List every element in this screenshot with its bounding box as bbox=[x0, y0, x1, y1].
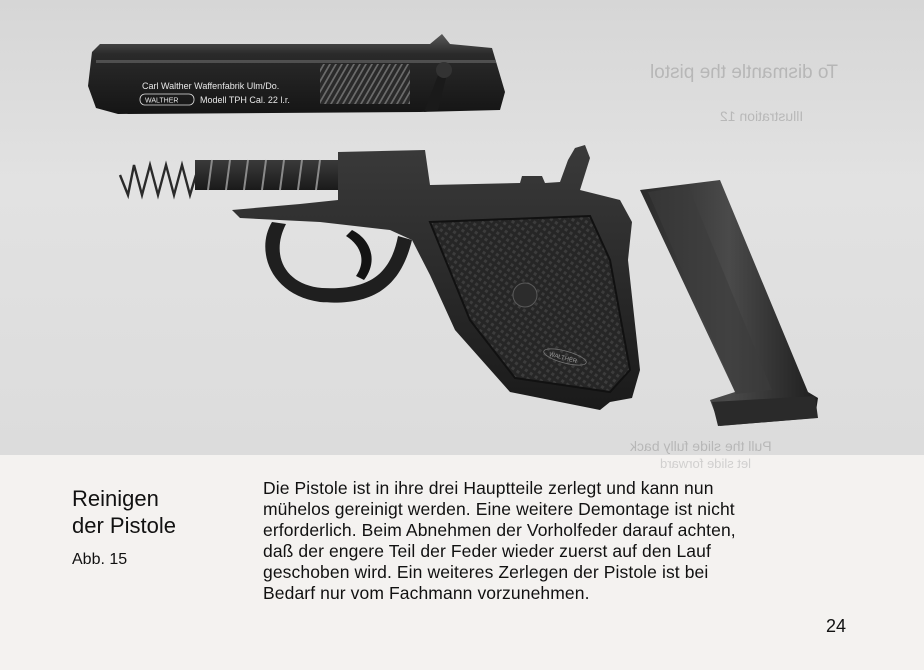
section-title-line1: Reinigen bbox=[72, 486, 159, 511]
grip-logo: WALTHER bbox=[548, 351, 578, 366]
slide-engraving-line1: Carl Walther Waffenfabrik Ulm/Do. bbox=[142, 81, 280, 91]
page-number: 24 bbox=[826, 616, 847, 636]
body-line: Bedarf nur vom Fachmann vorzunehmen. bbox=[263, 583, 590, 603]
barrel bbox=[195, 160, 345, 190]
bleed-through-line: Pull the slide fully back bbox=[630, 438, 772, 454]
body-line: daß der engere Teil der Feder wieder zuerst auf den Lauf bbox=[263, 541, 711, 561]
body-line: erforderlich. Beim Abnehmen der Vorholfeder darauf achten, bbox=[263, 520, 736, 540]
slide-logo: WALTHER bbox=[145, 97, 179, 105]
figure-reference: Abb. 15 bbox=[72, 551, 128, 568]
bleed-through-subheading: Illustration 12 bbox=[720, 108, 804, 124]
section-title-line2: der Pistole bbox=[72, 513, 176, 538]
recoil-spring bbox=[120, 165, 196, 195]
magazine bbox=[640, 180, 818, 426]
slide-engraving-line2: Modell TPH Cal. 22 l.r. bbox=[200, 95, 290, 105]
body-line: mühelos gereinigt werden. Eine weitere Demontage ist nicht bbox=[263, 499, 735, 519]
slide bbox=[88, 34, 505, 114]
section-title bbox=[72, 485, 176, 539]
bleed-through-heading: To dismantle the pistol bbox=[650, 62, 838, 83]
body-line: geschoben wird. Ein weiteres Zerlegen der Pistole ist bei bbox=[263, 562, 709, 582]
body-paragraph bbox=[263, 478, 863, 604]
body-line: Die Pistole ist in ihre drei Hauptteile zerlegt und kann nun bbox=[263, 478, 714, 498]
bleed-through-line: let slide forward bbox=[660, 456, 752, 471]
